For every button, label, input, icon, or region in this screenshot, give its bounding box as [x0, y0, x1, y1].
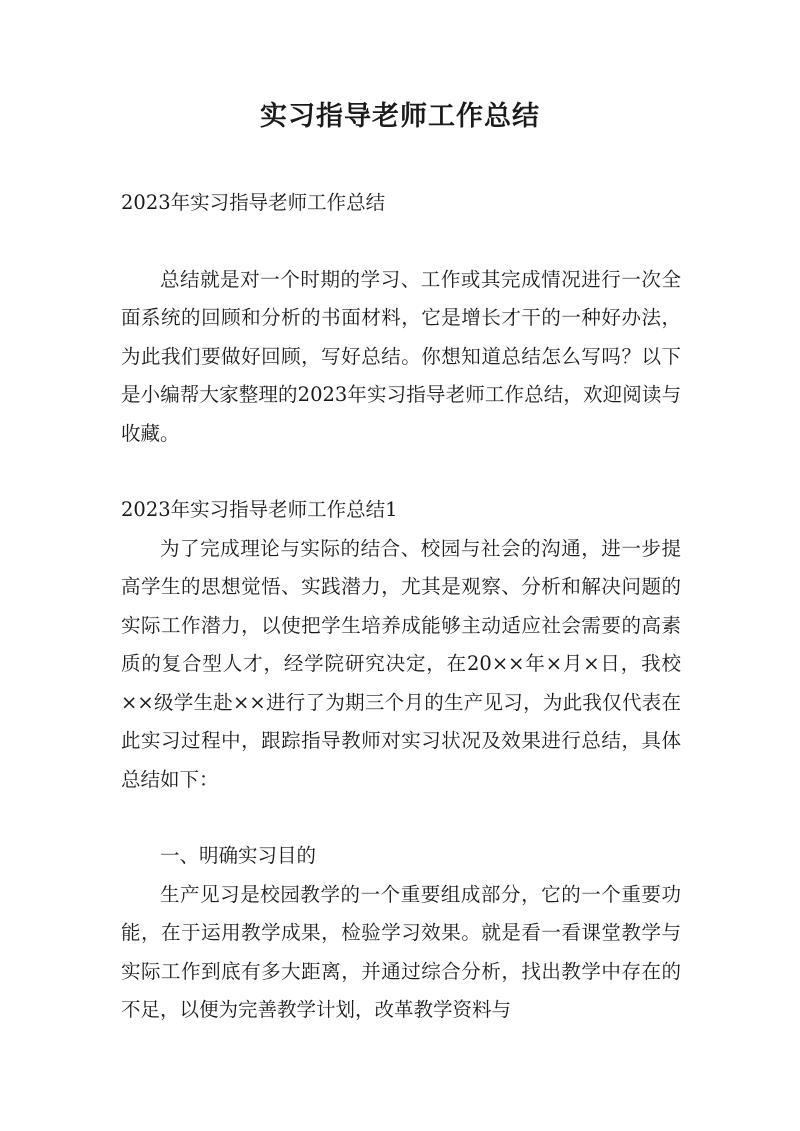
- document-title: 实习指导老师工作总结: [260, 101, 540, 132]
- intro-paragraph: 总结就是对一个时期的学习、工作或其完成情况进行一次全面系统的回顾和分析的书面材料，它是增长才干的一种好办法，为此我们要做好回顾，写好总结。你想知道总结怎么写吗？以下是小编帮大家整理的2023年实习指导老师工作总结，欢迎阅读与收藏。: [121, 267, 681, 445]
- purpose-paragraph: 生产见习是校园教学的一个重要组成部分，它的一个重要功能，在于运用教学成果，检验学习效果。就是看一看课堂教学与实际工作到底有多大距离，并通过综合分析，找出教学中存在的不足，以便为完善教学计划，改革教学资料与: [121, 882, 681, 1021]
- heading-purpose: 一、明确实习目的: [160, 844, 317, 867]
- document-subtitle: 2023年实习指导老师工作总结: [121, 191, 386, 214]
- document-body: [121, 184, 681, 1030]
- section-paragraph: 为了完成理论与实际的结合、校园与社会的沟通，进一步提高学生的思想觉悟、实践潜力，尤其是观察、分析和解决问题的实际工作潜力，以使把学生培养成能够主动适应社会需要的高素质的复合型人才，经学院研究决定，在20××年×月×日，我校××级学生赴××进行了为期三个月的生产见习，为此我仅代表在此实习过程中，跟踪指导教师对实习状况及效果进行总结，具体总结如下：: [121, 536, 681, 791]
- section-title: 2023年实习指导老师工作总结1: [121, 498, 398, 521]
